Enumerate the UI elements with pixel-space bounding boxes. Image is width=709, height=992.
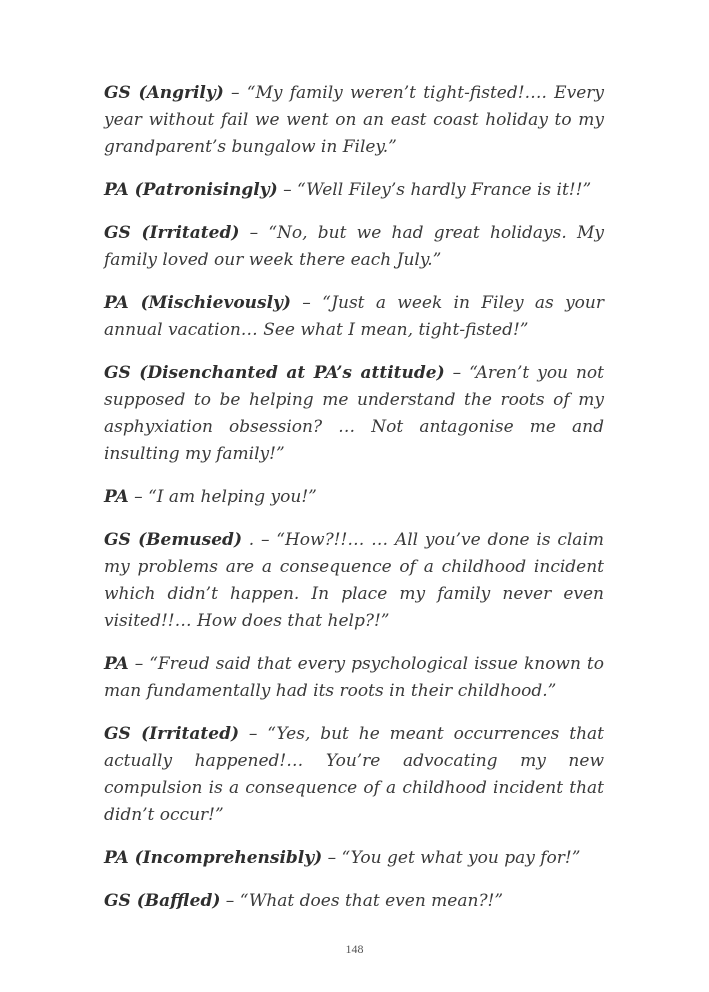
speaker-label: PA (Incomprehensibly) (104, 848, 323, 868)
dialogue-paragraph (104, 888, 604, 915)
dialogue-paragraph (104, 220, 604, 274)
separator: – (277, 180, 297, 200)
separator: – (223, 83, 247, 103)
separator: – (239, 724, 268, 744)
separator: – (322, 848, 342, 868)
separator: – (290, 293, 323, 313)
dialogue-paragraph (104, 484, 604, 511)
dialogue-line: “Aren’t you not supposed to be helping me understand the roots of my asphyxiation obsession? … Not antagonise me and insulting my family!” (104, 363, 604, 464)
dialogue-paragraph (104, 290, 604, 344)
page-number: 148 (345, 942, 364, 956)
separator: – (239, 223, 269, 243)
dialogue-line: “How?!!… … All you’ve done is claim my problems are a consequence of a childhood incident which didn’t happen. In place my family never even visited!!… How does that help?!” (104, 530, 605, 631)
speaker-label: GS (Irritated) (104, 223, 240, 243)
speaker-label: PA (Patronisingly) (104, 180, 278, 200)
separator: . – (242, 530, 277, 550)
speaker-label: PA (104, 654, 129, 674)
speaker-label: GS (Bemused) (104, 530, 242, 550)
dialogue-line: “No, but we had great holidays. My family loved our week there each July.” (104, 223, 605, 270)
dialogue-paragraph (104, 845, 604, 872)
separator: – (128, 487, 149, 507)
dialogue-paragraph (104, 527, 604, 635)
dialogue-line: “Freud said that every psychological issue known to man fundamentally had its roots in their childhood.” (104, 654, 604, 701)
speaker-label: GS (Irritated) (104, 724, 240, 744)
dialogue-line: “My family weren’t tight-fisted!…. Every year without fail we went on an east coast holiday to my grandparent’s bungalow in Filey.” (104, 83, 604, 157)
dialogue-text (104, 80, 604, 931)
dialogue-paragraph (104, 721, 604, 829)
dialogue-line: “Yes, but he meant occurrences that actually happened!… You’re advocating my new compulsion is a consequence of a childhood incident that didn’t occur!” (104, 724, 604, 825)
speaker-label: GS (Baffled) (104, 891, 221, 911)
separator: – (128, 654, 150, 674)
dialogue-line: “Well Filey’s hardly France is it!!” (296, 180, 592, 200)
dialogue-line: “Just a week in Filey as your annual vacation… See what I mean, tight-fisted!” (104, 293, 604, 340)
speaker-label: PA (Mischievously) (104, 293, 291, 313)
dialogue-paragraph (104, 80, 604, 161)
dialogue-line: “You get what you pay for!” (341, 848, 581, 868)
speaker-label: PA (104, 487, 129, 507)
dialogue-line: “I am helping you!” (148, 487, 317, 507)
dialogue-line: “What does that even mean?!” (239, 891, 504, 911)
dialogue-paragraph (104, 651, 604, 705)
speaker-label: GS (Disenchanted at PA’s attitude) (104, 363, 445, 383)
speaker-label: GS (Angrily) (104, 83, 224, 103)
dialogue-paragraph (104, 177, 604, 204)
separator: – (220, 891, 240, 911)
dialogue-paragraph (104, 360, 604, 468)
separator: – (444, 363, 470, 383)
